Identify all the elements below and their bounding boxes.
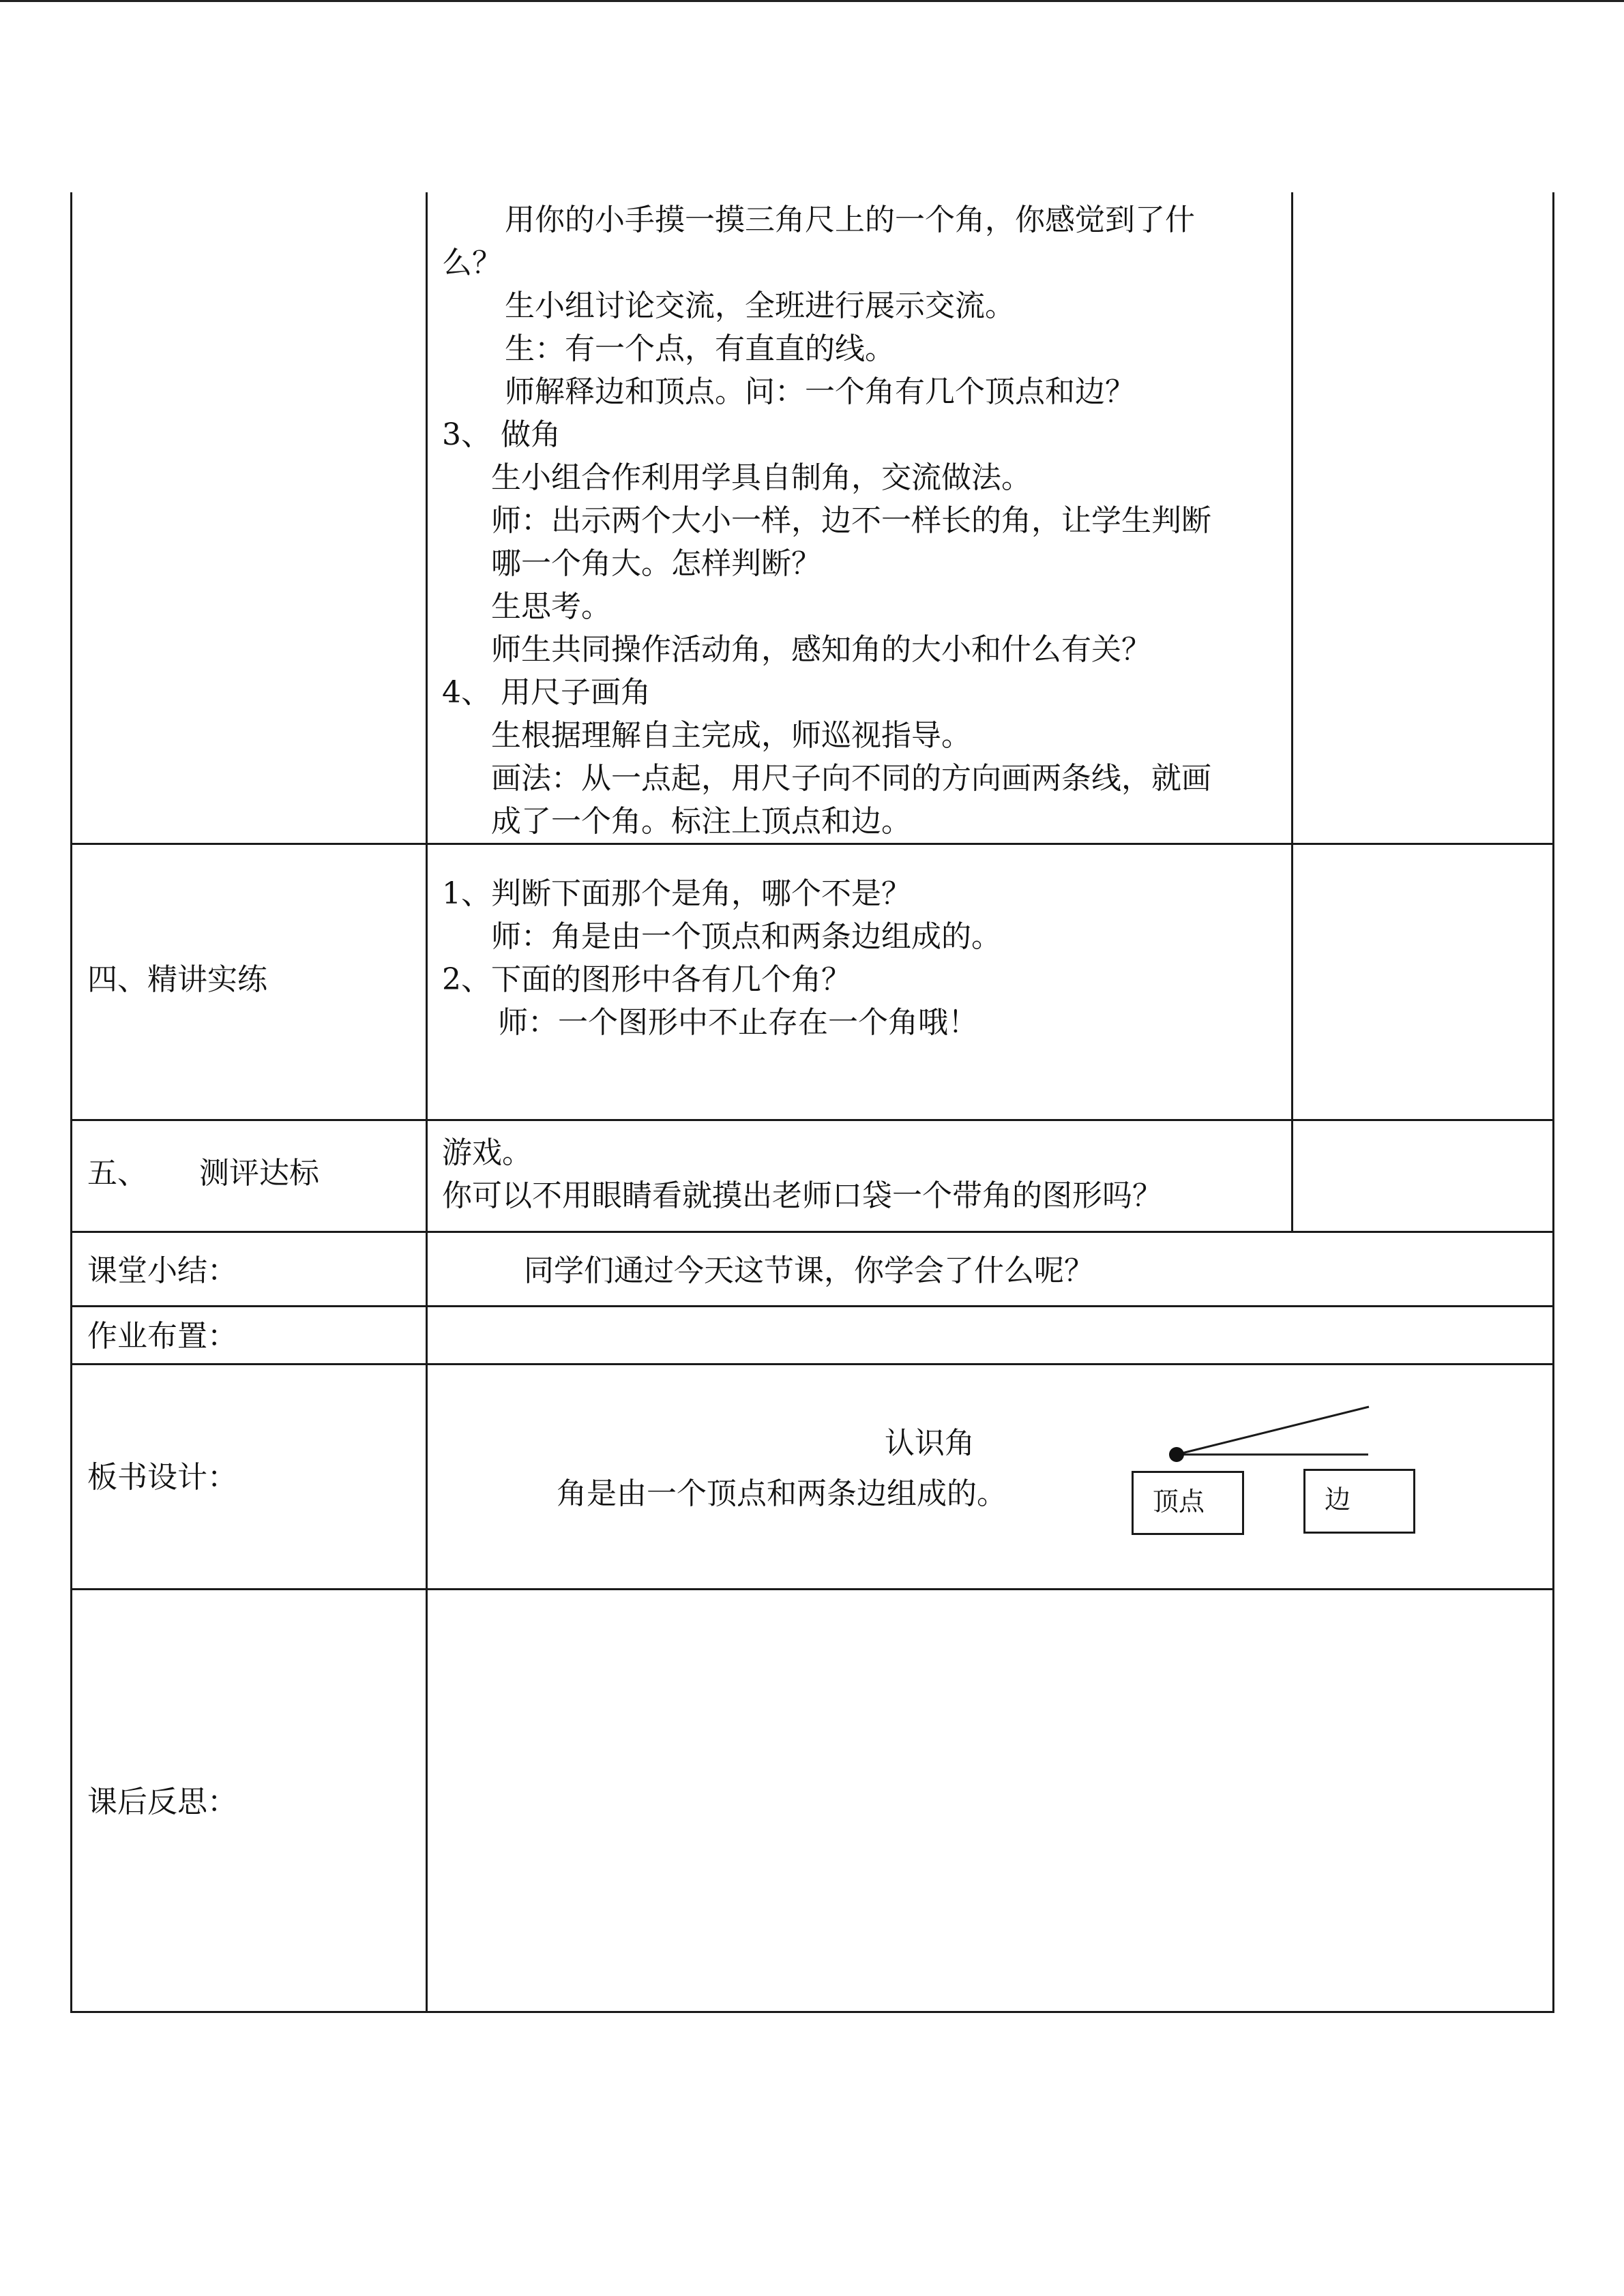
summary-text: 同学们通过今天这节课，你学会了什么呢？ xyxy=(524,1253,1094,1288)
section3-line: 用你的小手摸一摸三角尺上的一个角，你感觉到了什 xyxy=(505,203,1195,237)
section4-line: 师：角是由一个顶点和两条边组成的。 xyxy=(491,919,1001,954)
board-definition: 角是由一个顶点和两条边组成的。 xyxy=(557,1476,1007,1511)
section3-line: 生小组合作利用学具自制角，交流做法。 xyxy=(491,460,1031,495)
section4-label: 四、精讲实练 xyxy=(87,962,267,997)
reflection-label: 课后反思： xyxy=(87,1785,237,1819)
section3-line: 师生共同操作活动角，感知角的大小和什么有关？ xyxy=(491,632,1151,667)
section3-line: 生：有一个点，有直直的线。 xyxy=(505,331,895,366)
section3-line: 生思考。 xyxy=(491,589,611,624)
section3-heading-make-angle: 3、 做角 xyxy=(442,417,561,452)
section4-line: 2、下面的图形中各有几个角？ xyxy=(442,962,851,997)
section5-label-number: 五、 xyxy=(87,1156,147,1191)
section3-line: 哪一个角大。怎样判断？ xyxy=(491,546,821,581)
section3-heading-draw-angle: 4、 用尺子画角 xyxy=(442,675,651,710)
side-label-box: 边 xyxy=(1303,1469,1415,1534)
section3-line: 生根据理解自主完成，师巡视指导。 xyxy=(491,718,971,753)
angle-upper-ray xyxy=(1177,1407,1369,1455)
homework-label: 作业布置： xyxy=(87,1319,237,1354)
board-label: 板书设计： xyxy=(87,1460,237,1495)
summary-label: 课堂小结： xyxy=(87,1253,237,1288)
section4-line: 1、判断下面那个是角，哪个不是？ xyxy=(442,876,911,911)
section5-line: 游戏。 xyxy=(442,1135,532,1170)
vertex-label-box: 顶点 xyxy=(1132,1471,1244,1535)
section3-line: 画法：从一点起，用尺子向不同的方向画两条线，就画 xyxy=(491,761,1211,796)
section5-line: 你可以不用眼睛看就摸出老师口袋一个带角的图形吗？ xyxy=(442,1178,1162,1213)
section3-line: 师：出示两个大小一样，边不一样长的角，让学生判断 xyxy=(491,503,1211,538)
board-title: 认识角 xyxy=(885,1426,975,1461)
section3-line: 师解释边和顶点。问：一个角有几个顶点和边？ xyxy=(505,374,1135,409)
section3-line: 生小组讨论交流，全班进行展示交流。 xyxy=(505,288,1015,323)
section3-line: 成了一个角。标注上顶点和边。 xyxy=(491,804,911,839)
section3-line: 么？ xyxy=(442,245,502,280)
section5-label-title: 测评达标 xyxy=(199,1156,319,1191)
angle-vertex-dot xyxy=(1169,1447,1184,1462)
section4-line: 师：一个图形中不止存在一个角哦！ xyxy=(498,1005,978,1040)
